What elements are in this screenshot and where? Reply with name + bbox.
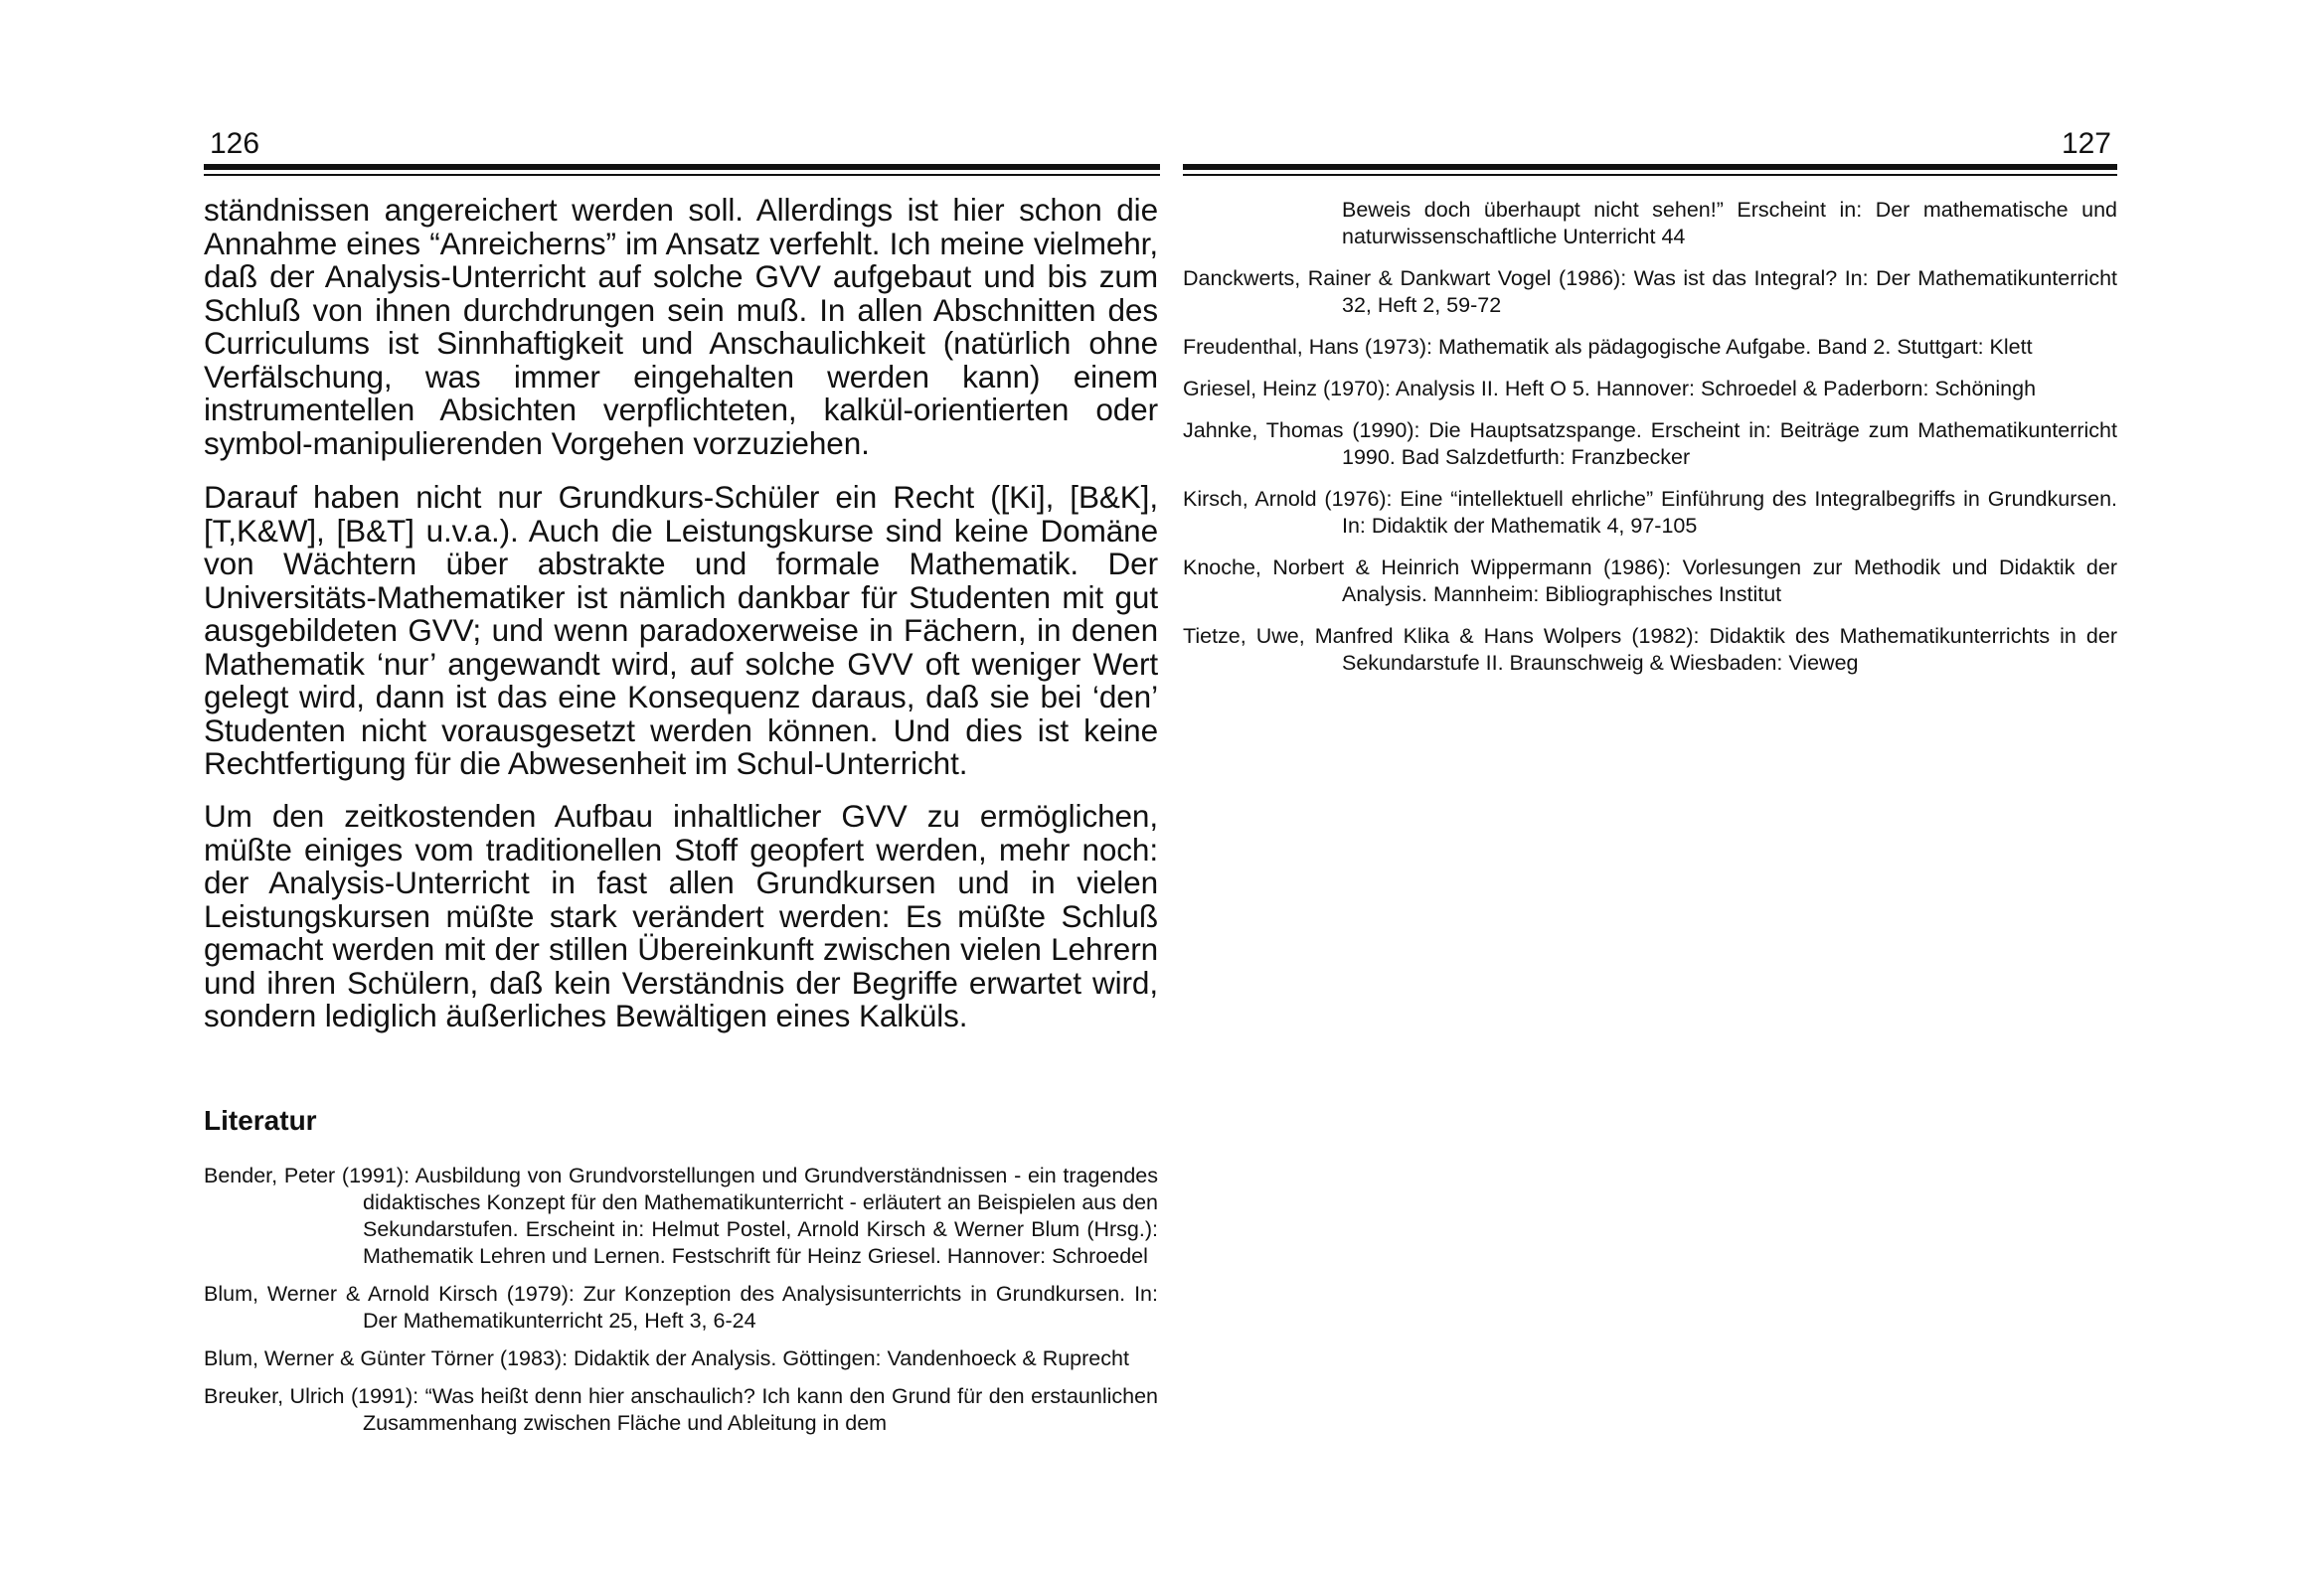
reference-item: Danckwerts, Rainer & Dankwart Vogel (1986): Was ist das Integral? In: Der Mathematikunterricht 32, Heft 2, 59-72 bbox=[1183, 266, 2117, 317]
body-paragraph-2: Darauf haben nicht nur Grundkurs-Schüler ein Recht ([Ki], [B&K], [T,K&W], [B&T] u.v.a.). Auch die Leistungskurse sind keine Domäne von Wächtern über abstrakte und formale Mathematik. Der Universitäts-Mathematiker ist nämlich dankbar für Studenten mit gut ausgebildeten GVV; und wenn paradoxerweise in Fächern, in denen Mathematik ‘nur’ angewandt wird, auf solche GVV oft weniger Wert gelegt wird, dann ist das eine Konsequenz daraus, daß sie bei ‘den’ Studenten nicht vorausgesetzt werden können. Und dies ist keine Rechtfertigung für die Abwesenheit im Schul-Unterricht. bbox=[204, 479, 1158, 781]
page-number-right: 127 bbox=[2061, 127, 2111, 160]
header-rule-thick bbox=[204, 164, 1160, 170]
reference-item: Blum, Werner & Günter Törner (1983): Didaktik der Analysis. Göttingen: Vandenhoeck & Ruprecht bbox=[204, 1346, 1129, 1370]
reference-item: Tietze, Uwe, Manfred Klika & Hans Wolpers (1982): Didaktik des Mathematikunterrichts in der Sekundarstufe II. Braunschweig & Wiesbaden: Vieweg bbox=[1183, 624, 2117, 675]
reference-list-left bbox=[204, 1163, 1158, 1448]
reference-item: Griesel, Heinz (1970): Analysis II. Heft O 5. Hannover: Schroedel & Paderborn: Schöningh bbox=[1183, 377, 2037, 400]
reference-item: Blum, Werner & Arnold Kirsch (1979): Zur Konzeption des Analysisunterrichts in Grundkursen. In: Der Mathematikunterricht 25, Heft 3, 6-24 bbox=[204, 1282, 1158, 1333]
reference-item: Knoche, Norbert & Heinrich Wippermann (1986): Vorlesungen zur Methodik und Didaktik der Analysis. Mannheim: Bibliographisches Institut bbox=[1183, 555, 2117, 606]
reference-list-right bbox=[1183, 197, 2117, 692]
reference-item: Bender, Peter (1991): Ausbildung von Grundvorstellungen und Grundverständnissen - ein tragendes didaktisches Konzept für den Mathematikunterricht - erläutert an Beispielen aus den Sekundarstufen. Erscheint in: Helmut Postel, Arnold Kirsch & Werner Blum (Hrsg.): Mathematik Lehren und Lernen. Festschrift für Heinz Griesel. Hannover: Schroedel bbox=[204, 1164, 1158, 1268]
header-rule-thick bbox=[1183, 164, 2117, 170]
reference-item: Freudenthal, Hans (1973): Mathematik als pädagogische Aufgabe. Band 2. Stuttgart: Klett bbox=[1183, 335, 2033, 359]
literature-heading: Literatur bbox=[204, 1105, 317, 1136]
header-rule-thin bbox=[204, 174, 1160, 176]
reference-item: Breuker, Ulrich (1991): “Was heißt denn hier anschaulich? Ich kann den Grund für den erstaunlichen Zusammenhang zwischen Fläche und Ableitung in dem bbox=[204, 1384, 1158, 1435]
header-rule-thin bbox=[1183, 174, 2117, 176]
body-paragraph-3: Um den zeitkostenden Aufbau inhaltlicher GVV zu ermöglichen, müßte einiges vom traditionellen Stoff geopfert werden, mehr noch: der Analysis-Unterricht in fast allen Grundkursen und in vielen Leistungskursen müßte stark verändert werden: Es müßte Schluß gemacht werden mit der stillen Übereinkunft zwischen vielen Lehrern und ihren Schülern, daß kein Verständnis der Begriffe erwartet wird, sondern lediglich äußerliches Bewältigen eines Kalküls. bbox=[204, 798, 1158, 1033]
reference-item: Jahnke, Thomas (1990): Die Hauptsatzspange. Erscheint in: Beiträge zum Mathematikunterricht 1990. Bad Salzdetfurth: Franzbecker bbox=[1183, 418, 2117, 469]
reference-item: Kirsch, Arnold (1976): Eine “intellektuell ehrliche” Einführung des Integralbegriffs in Grundkursen. In: Didaktik der Mathematik 4, 97-105 bbox=[1183, 487, 2117, 538]
body-paragraph-1: ständnissen angereichert werden soll. Allerdings ist hier schon die Annahme eines “Anreicherns” im Ansatz verfehlt. Ich meine vielmehr, daß der Analysis-Unterricht auf solche GVV aufgebaut und bis zum Schluß von ihnen durchdrungen sein muß. In allen Abschnitten des Curriculums ist Sinnhaftigkeit und Anschaulichkeit (natürlich ohne Verfälschung, was immer eingehalten werden kann) einem instrumentellen Absichten verpflichteten, kalkül-orientierten oder symbol-manipulierenden Vorgehen vorzuziehen. bbox=[204, 192, 1158, 461]
reference-continuation: Beweis doch überhaupt nicht sehen!” Erscheint in: Der mathematische und naturwissenschaftliche Unterricht 44 bbox=[1342, 198, 2117, 248]
page-number-left: 126 bbox=[210, 127, 260, 160]
